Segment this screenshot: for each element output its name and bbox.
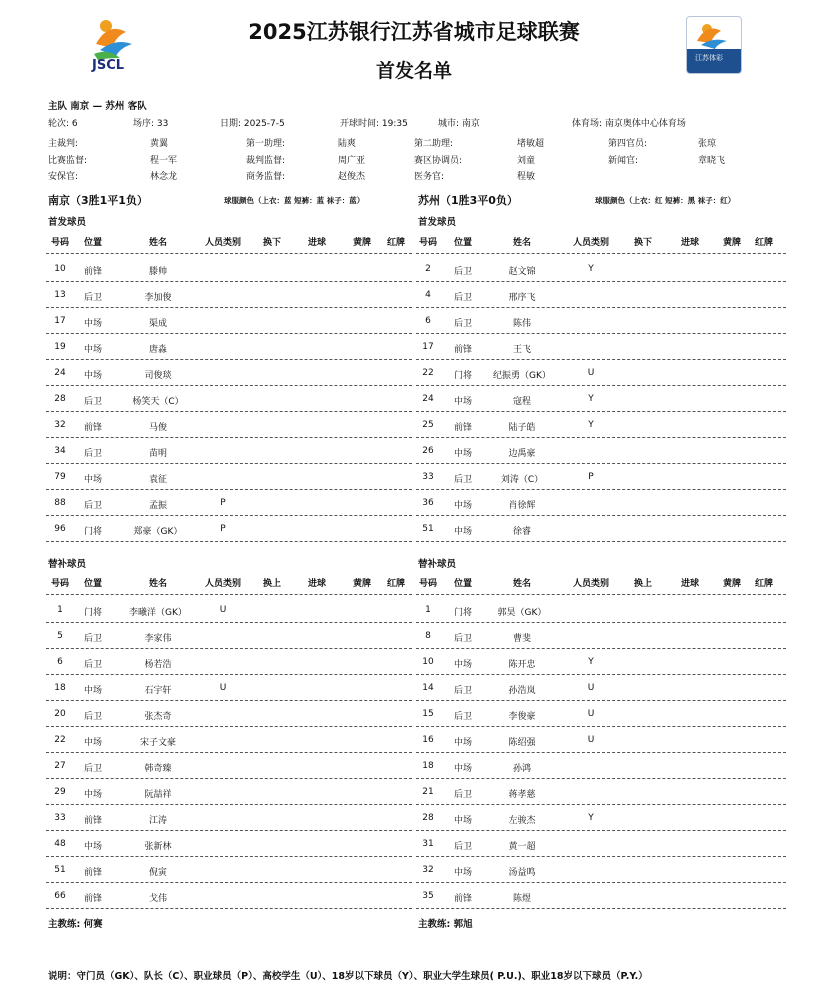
player-position: 中场	[453, 660, 472, 670]
home-team-title: 南京（3胜1平1负）	[48, 194, 148, 207]
teams-line: 主队 南京 — 苏州 客队	[48, 101, 147, 112]
player-number: 17	[422, 342, 434, 352]
player-name: 左骏杰	[508, 816, 536, 826]
official-name: 赵俊杰	[338, 172, 366, 182]
player-category: U	[587, 735, 595, 745]
column-header: 进球	[680, 579, 699, 589]
row-divider	[46, 489, 412, 490]
player-name: 陆子皓	[508, 423, 536, 433]
home-subs-title: 替补球员	[48, 559, 87, 570]
row-divider	[416, 674, 786, 675]
column-header: 换上	[262, 579, 281, 589]
player-name: 肖徐辉	[508, 501, 536, 511]
player-name: 李曦洋（GK）	[129, 608, 187, 618]
column-header: 进球	[307, 238, 326, 248]
player-position: 中场	[83, 345, 102, 355]
row-divider	[416, 515, 786, 516]
column-header: 黄牌	[722, 238, 741, 248]
player-number: 18	[54, 683, 66, 693]
player-position: 后卫	[83, 764, 102, 774]
player-number: 51	[54, 865, 66, 875]
column-header: 换下	[633, 238, 652, 248]
home-coach: 主教练: 何赛	[48, 919, 103, 930]
row-divider	[416, 752, 786, 753]
player-position: 后卫	[83, 501, 102, 511]
player-name: 陈伟	[512, 319, 531, 329]
player-position: 后卫	[83, 634, 102, 644]
row-divider	[46, 674, 412, 675]
player-position: 后卫	[453, 842, 472, 852]
row-divider	[416, 307, 786, 308]
player-number: 1	[57, 605, 63, 615]
player-number: 8	[425, 631, 431, 641]
row-divider	[416, 411, 786, 412]
player-name: 袁征	[148, 475, 167, 485]
player-name: 司俊琰	[144, 371, 172, 381]
home-kit: 球服颜色（上衣：蓝 短裤：蓝 袜子：蓝）	[224, 196, 365, 205]
row-divider	[46, 437, 412, 438]
player-number: 22	[54, 735, 66, 745]
player-name: 江涛	[148, 816, 167, 826]
official-label: 商务监督:	[246, 172, 286, 182]
player-number: 24	[54, 368, 66, 378]
player-name: 汤益鸣	[508, 868, 536, 878]
player-number: 28	[422, 813, 434, 823]
player-number: 34	[54, 446, 66, 456]
player-position: 前锋	[83, 816, 102, 826]
row-divider	[46, 515, 412, 516]
player-name: 孟振	[148, 501, 167, 511]
column-header: 姓名	[148, 579, 167, 589]
player-name: 王飞	[512, 345, 531, 355]
player-name: 马俊	[148, 423, 167, 433]
player-number: 31	[422, 839, 434, 849]
player-position: 中场	[453, 816, 472, 826]
official-label: 安保官:	[48, 172, 79, 182]
logo-text: JSCL	[92, 58, 125, 73]
player-name: 曹斐	[512, 634, 531, 644]
player-position: 中场	[83, 319, 102, 329]
away-starters-title: 首发球员	[418, 217, 457, 228]
column-header: 位置	[83, 238, 102, 248]
player-name: 韩奇臻	[144, 764, 172, 774]
player-number: 14	[422, 683, 434, 693]
row-divider	[416, 359, 786, 360]
player-number: 51	[422, 524, 434, 534]
player-number: 20	[54, 709, 66, 719]
player-name: 郑豪（GK）	[133, 527, 183, 537]
player-number: 6	[57, 657, 63, 667]
row-divider	[416, 253, 786, 254]
info-date: 日期: 2025-7-5	[220, 119, 285, 129]
legend-note: 说明：守门员（GK）、队长（C）、职业球员（P）、高校学生（U）、18岁以下球员（Y）、职业大学生球员( P.U.)、职业18岁以下球员（P.Y.）	[48, 971, 648, 982]
row-divider	[46, 700, 412, 701]
column-header: 换下	[262, 238, 281, 248]
player-category: U	[587, 368, 595, 378]
row-divider	[46, 804, 412, 805]
row-divider	[416, 437, 786, 438]
player-number: 10	[54, 264, 66, 274]
player-name: 杨笑天（C）	[132, 397, 184, 407]
row-divider	[46, 333, 412, 334]
page-title: 2025江苏银行江苏省城市足球联赛	[248, 20, 580, 44]
column-header: 号码	[50, 579, 69, 589]
player-position: 中场	[83, 686, 102, 696]
row-divider	[46, 882, 412, 883]
player-position: 后卫	[453, 790, 472, 800]
player-position: 后卫	[453, 634, 472, 644]
player-number: 6	[425, 316, 431, 326]
column-header: 红牌	[386, 579, 405, 589]
info-stadium: 体育场: 南京奥体中心体育场	[572, 119, 686, 129]
column-header: 姓名	[512, 238, 531, 248]
player-name: 纪振勇（GK）	[493, 371, 551, 381]
row-divider	[46, 594, 412, 595]
column-header: 姓名	[148, 238, 167, 248]
official-label: 裁判监督:	[246, 156, 286, 166]
official-label: 医务官:	[414, 172, 445, 182]
player-name: 邢序飞	[508, 293, 536, 303]
row-divider	[416, 804, 786, 805]
player-name: 徐睿	[512, 527, 531, 537]
player-number: 29	[54, 787, 66, 797]
player-name: 孙鸿	[512, 764, 531, 774]
player-position: 前锋	[453, 894, 472, 904]
player-position: 中场	[453, 501, 472, 511]
player-position: 后卫	[453, 293, 472, 303]
player-name: 张新林	[144, 842, 172, 852]
official-label: 第二助理:	[414, 139, 454, 149]
player-category: Y	[588, 420, 594, 430]
player-name: 张杰奇	[144, 712, 172, 722]
player-name: 宋子文豪	[139, 738, 176, 748]
player-number: 15	[422, 709, 434, 719]
player-position: 前锋	[83, 423, 102, 433]
player-number: 13	[54, 290, 66, 300]
player-position: 后卫	[83, 660, 102, 670]
player-position: 后卫	[83, 397, 102, 407]
player-category: Y	[588, 264, 594, 274]
player-position: 后卫	[453, 267, 472, 277]
player-name: 边禹豪	[508, 449, 536, 459]
player-number: 32	[422, 865, 434, 875]
row-divider	[416, 726, 786, 727]
player-number: 24	[422, 394, 434, 404]
official-name: 黄翼	[150, 139, 169, 149]
player-number: 26	[422, 446, 434, 456]
row-divider	[46, 281, 412, 282]
column-header: 号码	[418, 579, 437, 589]
player-position: 前锋	[453, 345, 472, 355]
column-header: 黄牌	[352, 579, 371, 589]
official-name: 周广亚	[338, 156, 366, 166]
player-name: 孙浩岚	[508, 686, 536, 696]
official-label: 比赛监督:	[48, 156, 88, 166]
player-number: 25	[422, 420, 434, 430]
column-header: 人员类别	[572, 238, 609, 248]
player-position: 后卫	[83, 712, 102, 722]
player-position: 门将	[83, 608, 102, 618]
column-header: 号码	[418, 238, 437, 248]
official-name: 章晓飞	[698, 156, 726, 166]
row-divider	[46, 726, 412, 727]
page-subtitle: 首发名单	[375, 60, 452, 82]
home-starters-title: 首发球员	[48, 217, 87, 228]
player-category: U	[587, 683, 595, 693]
info-kickoff: 开球时间: 19:35	[340, 119, 408, 129]
player-position: 前锋	[453, 423, 472, 433]
player-name: 滕帅	[148, 267, 167, 277]
row-divider	[416, 489, 786, 490]
player-category: U	[219, 683, 227, 693]
player-number: 35	[422, 891, 434, 901]
row-divider	[46, 411, 412, 412]
player-name: 戈伟	[148, 894, 167, 904]
row-divider	[416, 908, 786, 909]
row-divider	[46, 856, 412, 857]
row-divider	[416, 281, 786, 282]
player-name: 渠成	[148, 319, 167, 329]
player-number: 96	[54, 524, 66, 534]
player-category: Y	[588, 657, 594, 667]
player-position: 门将	[83, 527, 102, 537]
player-category: Y	[588, 394, 594, 404]
player-position: 中场	[453, 527, 472, 537]
player-name: 石宇轩	[144, 686, 172, 696]
player-position: 后卫	[83, 293, 102, 303]
row-divider	[46, 307, 412, 308]
column-header: 换上	[633, 579, 652, 589]
official-label: 第四官员:	[608, 139, 648, 149]
player-number: 16	[422, 735, 434, 745]
column-header: 红牌	[386, 238, 405, 248]
player-name: 苗明	[148, 449, 167, 459]
player-name: 蒋孝慈	[508, 790, 536, 800]
official-name: 刘童	[517, 156, 536, 166]
row-divider	[46, 752, 412, 753]
player-number: 10	[422, 657, 434, 667]
row-divider	[46, 648, 412, 649]
row-divider	[46, 778, 412, 779]
row-divider	[46, 622, 412, 623]
player-number: 21	[422, 787, 434, 797]
player-name: 陈绍强	[508, 738, 536, 748]
player-position: 中场	[83, 842, 102, 852]
row-divider	[416, 778, 786, 779]
column-header: 人员类别	[204, 579, 241, 589]
column-header: 红牌	[754, 579, 773, 589]
official-name: 堵敏超	[517, 139, 545, 149]
player-position: 后卫	[453, 475, 472, 485]
official-label: 赛区协调员:	[414, 156, 463, 166]
row-divider	[416, 882, 786, 883]
player-position: 前锋	[83, 868, 102, 878]
player-position: 后卫	[83, 449, 102, 459]
row-divider	[46, 463, 412, 464]
player-position: 中场	[453, 449, 472, 459]
row-divider	[46, 830, 412, 831]
player-number: 2	[425, 264, 431, 274]
row-divider	[416, 622, 786, 623]
away-coach: 主教练: 郭旭	[418, 919, 473, 930]
column-header: 红牌	[754, 238, 773, 248]
player-name: 唐淼	[148, 345, 167, 355]
player-position: 前锋	[83, 894, 102, 904]
player-number: 1	[425, 605, 431, 615]
player-position: 后卫	[453, 686, 472, 696]
player-position: 中场	[453, 764, 472, 774]
info-round: 轮次: 6	[48, 119, 78, 129]
column-header: 姓名	[512, 579, 531, 589]
away-kit: 球服颜色（上衣：红 短裤：黑 袜子：红）	[595, 196, 736, 205]
row-divider	[416, 463, 786, 464]
away-subs-title: 替补球员	[418, 559, 457, 570]
official-name: 陆爽	[338, 139, 357, 149]
official-label: 新闻官:	[608, 156, 639, 166]
info-city: 城市: 南京	[438, 119, 480, 129]
player-number: 36	[422, 498, 434, 508]
player-name: 赵文锦	[508, 267, 536, 277]
column-header: 号码	[50, 238, 69, 248]
row-divider	[416, 830, 786, 831]
player-name: 李家伟	[144, 634, 172, 644]
player-number: 18	[422, 761, 434, 771]
row-divider	[416, 385, 786, 386]
player-number: 28	[54, 394, 66, 404]
player-number: 19	[54, 342, 66, 352]
player-name: 阮喆祥	[144, 790, 172, 800]
column-header: 进球	[307, 579, 326, 589]
player-category: U	[587, 709, 595, 719]
row-divider	[46, 359, 412, 360]
column-header: 位置	[453, 238, 472, 248]
row-divider	[46, 908, 412, 909]
column-header: 位置	[453, 579, 472, 589]
player-position: 中场	[453, 868, 472, 878]
away-team-title: 苏州（1胜3平0负）	[418, 194, 518, 207]
player-name: 杨若浩	[144, 660, 172, 670]
official-name: 林念龙	[150, 172, 178, 182]
player-number: 17	[54, 316, 66, 326]
official-label: 主裁判:	[48, 139, 79, 149]
player-number: 32	[54, 420, 66, 430]
player-number: 4	[425, 290, 431, 300]
player-name: 黄一超	[508, 842, 536, 852]
player-number: 5	[57, 631, 63, 641]
row-divider	[416, 541, 786, 542]
player-name: 郭昊（GK）	[497, 608, 547, 618]
player-number: 88	[54, 498, 66, 508]
row-divider	[416, 333, 786, 334]
player-position: 中场	[83, 790, 102, 800]
player-position: 中场	[83, 738, 102, 748]
logo-right-text: 江苏体彩	[695, 54, 723, 62]
column-header: 人员类别	[572, 579, 609, 589]
row-divider	[416, 700, 786, 701]
column-header: 黄牌	[722, 579, 741, 589]
player-name: 寇程	[512, 397, 531, 407]
column-header: 黄牌	[352, 238, 371, 248]
player-name: 刘涛（C）	[500, 475, 544, 485]
player-number: 22	[422, 368, 434, 378]
player-category: P	[588, 472, 594, 482]
official-name: 程敏	[517, 172, 536, 182]
player-category: P	[220, 524, 226, 534]
player-category: Y	[588, 813, 594, 823]
official-label: 第一助理:	[246, 139, 286, 149]
player-position: 前锋	[83, 267, 102, 277]
player-position: 中场	[83, 371, 102, 381]
player-position: 中场	[453, 738, 472, 748]
player-number: 79	[54, 472, 66, 482]
player-name: 倪寅	[148, 868, 167, 878]
player-position: 后卫	[453, 319, 472, 329]
player-number: 33	[422, 472, 434, 482]
row-divider	[46, 541, 412, 542]
row-divider	[416, 648, 786, 649]
player-name: 陈煜	[512, 894, 531, 904]
player-category: U	[219, 605, 227, 615]
player-name: 李俊豪	[508, 712, 536, 722]
player-position: 门将	[453, 608, 472, 618]
player-position: 门将	[453, 371, 472, 381]
row-divider	[46, 385, 412, 386]
row-divider	[46, 253, 412, 254]
column-header: 人员类别	[204, 238, 241, 248]
column-header: 进球	[680, 238, 699, 248]
row-divider	[416, 856, 786, 857]
player-position: 中场	[83, 475, 102, 485]
player-number: 48	[54, 839, 66, 849]
column-header: 位置	[83, 579, 102, 589]
player-name: 陈开忠	[508, 660, 536, 670]
row-divider	[416, 594, 786, 595]
player-number: 33	[54, 813, 66, 823]
player-position: 中场	[453, 397, 472, 407]
player-category: P	[220, 498, 226, 508]
official-name: 张琼	[698, 139, 717, 149]
info-match-no: 场序: 33	[133, 119, 169, 129]
player-position: 后卫	[453, 712, 472, 722]
player-number: 27	[54, 761, 66, 771]
player-number: 66	[54, 891, 66, 901]
official-name: 程一军	[150, 156, 178, 166]
player-name: 李加俊	[144, 293, 172, 303]
